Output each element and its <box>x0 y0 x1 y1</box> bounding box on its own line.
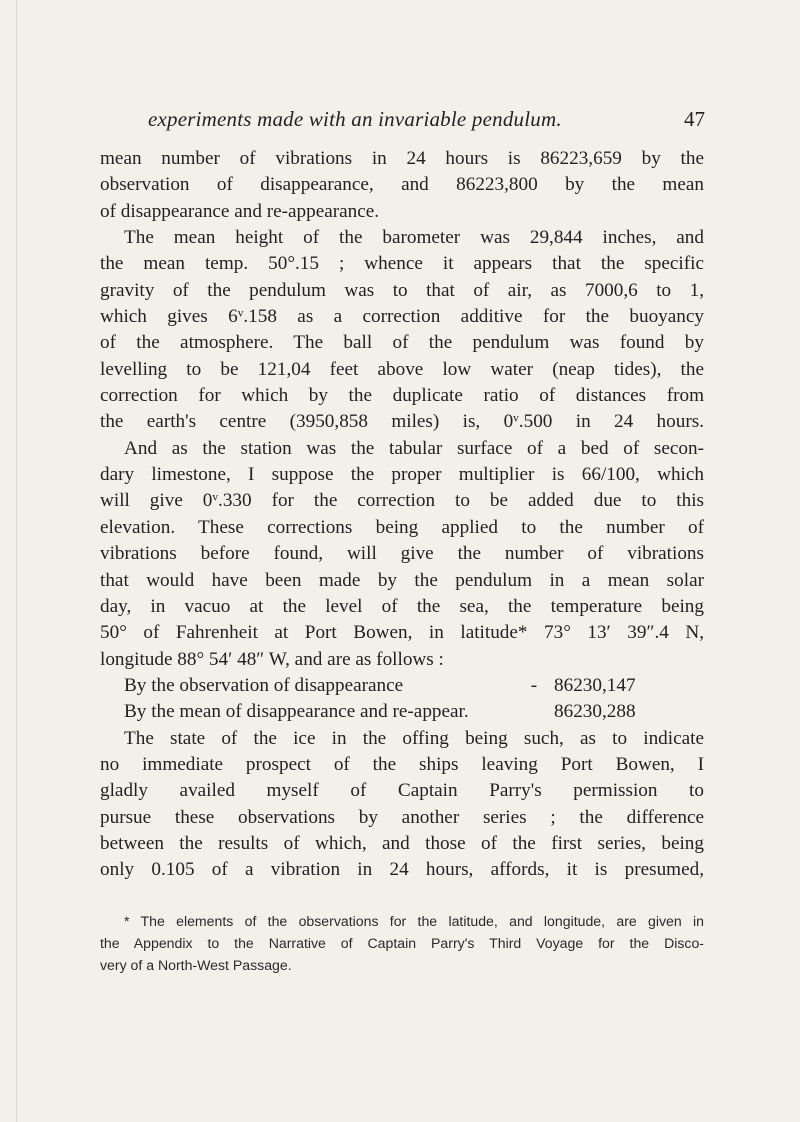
text-line: gladly availed myself of Captain Parry's permission to <box>100 780 704 802</box>
result-dash: - <box>530 674 538 696</box>
body-text <box>100 146 704 884</box>
footnote-line: the Appendix to the Narrative of Captain Parry's Third Voyage for the Disco- <box>100 935 704 951</box>
text-line: day, in vacuo at the level of the sea, the temperature being <box>100 595 704 617</box>
text-line: which gives 6ᵛ.158 as a correction additive for the buoyancy <box>100 306 704 328</box>
result-label: By the mean of disappearance and re-appear. <box>124 701 469 723</box>
text-line: will give 0ᵛ.330 for the correction to be added due to this <box>100 490 704 512</box>
text-line: no immediate prospect of the ships leaving Port Bowen, I <box>100 753 704 775</box>
text-line: observation of disappearance, and 86223,800 by the mean <box>100 174 704 196</box>
page-number: 47 <box>684 107 705 131</box>
result-row <box>100 673 704 699</box>
text-line: gravity of the pendulum was to that of air, as 7000,6 to 1, <box>100 279 704 301</box>
result-value: 86230,147 <box>554 674 636 696</box>
text-line: that would have been made by the pendulum in a mean solar <box>100 569 704 591</box>
footnote <box>100 910 704 976</box>
text-line: correction for which by the duplicate ratio of distances from <box>100 385 704 407</box>
text-line: vibrations before found, will give the number of vibrations <box>100 543 704 565</box>
text-line: the mean temp. 50°.15 ; whence it appears that the specific <box>100 253 704 275</box>
header-title: experiments made with an invariable pendulum. <box>148 107 562 131</box>
text-line: longitude 88° 54′ 48″ W, and are as follows : <box>100 648 444 670</box>
page-edge-line <box>16 0 17 1122</box>
text-line: pursue these observations by another series ; the difference <box>100 806 704 828</box>
footnote-line: * The elements of the observations for the latitude, and longitude, are given in <box>124 913 704 929</box>
result-dash <box>514 699 554 725</box>
result-value: 86230,288 <box>554 701 636 723</box>
text-line: only 0.105 of a vibration in 24 hours, affords, it is presumed, <box>100 859 704 881</box>
text-line: dary limestone, I suppose the proper multiplier is 66/100, which <box>100 464 704 486</box>
result-label: By the observation of disappearance <box>124 674 404 696</box>
text-line: The state of the ice in the offing being such, as to indicate <box>124 727 704 749</box>
text-line: elevation. These corrections being applied to the number of <box>100 516 704 538</box>
text-line: levelling to be 121,04 feet above low water (neap tides), the <box>100 358 704 380</box>
text-line: The mean height of the barometer was 29,844 inches, and <box>124 227 704 249</box>
result-row <box>100 699 704 725</box>
text-line: of disappearance and re-appearance. <box>100 200 380 222</box>
text-line: And as the station was the tabular surface of a bed of secon- <box>124 437 704 459</box>
text-line: 50° of Fahrenheit at Port Bowen, in latitude* 73° 13′ 39″.4 N, <box>100 622 704 644</box>
text-line: of the atmosphere. The ball of the pendulum was found by <box>100 332 704 354</box>
running-header <box>100 107 705 135</box>
text-line: mean number of vibrations in 24 hours is 86223,659 by the <box>100 148 704 169</box>
footnote-line: very of a North-West Passage. <box>100 957 292 973</box>
text-line: between the results of which, and those of the first series, being <box>100 832 704 854</box>
text-line: the earth's centre (3950,858 miles) is, 0ᵛ.500 in 24 hours. <box>100 411 704 433</box>
